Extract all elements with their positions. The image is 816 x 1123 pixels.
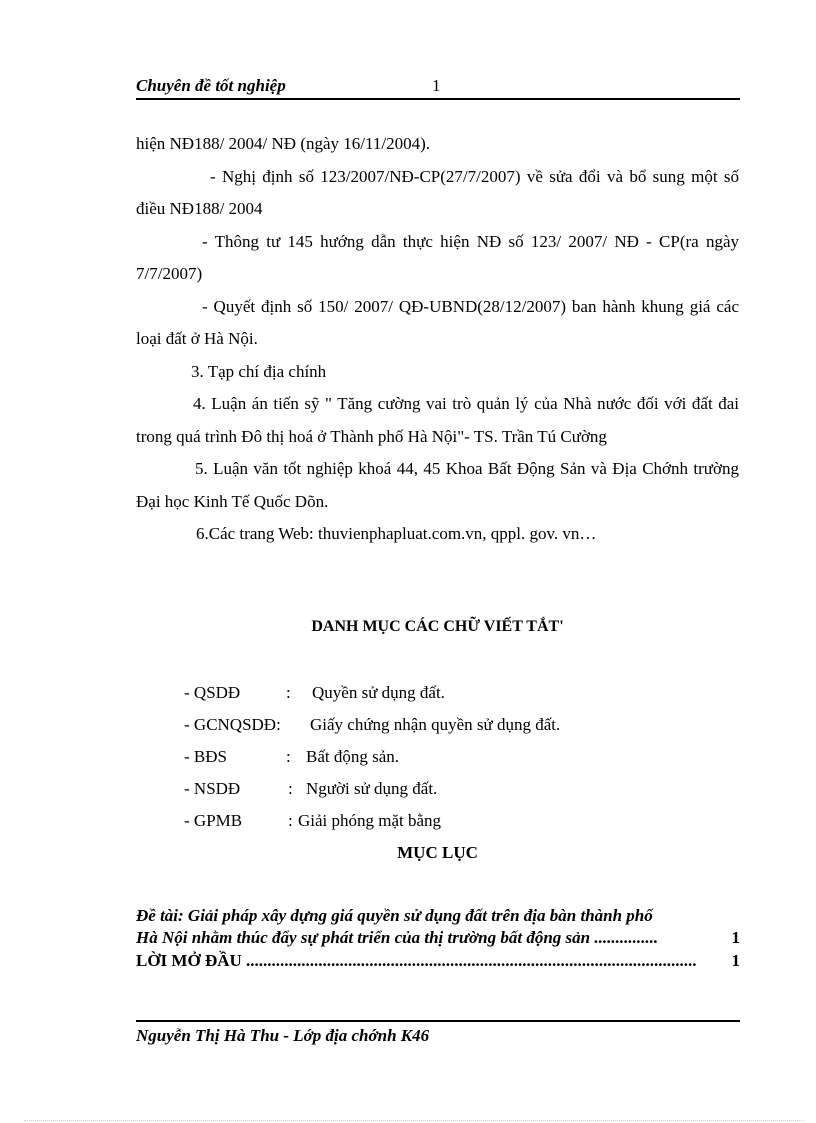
abbreviation-code: - BĐS <box>184 747 227 766</box>
reference-item: 5. Luận văn tốt nghiệp khoá 44, 45 Khoa Bất Động Sản và Địa Chớnh trường Đại học Kinh Tế Quốc Dõn. <box>136 459 739 511</box>
abbreviation-code: - QSDĐ <box>184 683 241 702</box>
references-section <box>136 128 739 551</box>
toc-intro-text: LỜI MỞ ĐẦU .......................................................................................................... <box>136 951 697 970</box>
toc-entry-topic[interactable] <box>136 905 740 949</box>
page-bottom-divider <box>24 1120 804 1121</box>
abbreviation-separator: : <box>288 779 293 798</box>
reference-item: - Thông tư 145 hướng dẫn thực hiện NĐ số 123/ 2007/ NĐ - CP(ra ngày 7/7/2007) <box>136 231 739 283</box>
abbreviation-separator: : <box>288 811 293 830</box>
toc-page-number: 1 <box>731 928 740 947</box>
reference-item: 4. Luận án tiến sỹ " Tăng cường vai trò quản lý của Nhà nước đối với đất đai trong quá trình Đô thị hoá ở Thành phố Hà Nội"- TS. Trần Tú Cường <box>136 394 739 446</box>
toc-topic-text: Hà Nội nhằm thúc đẩy sự phát triển của thị trường bất động sản ............... <box>136 928 659 947</box>
abbreviation-code: - GPMB <box>184 811 243 830</box>
footer-author: Nguyễn Thị Hà Thu - Lớp địa chớnh K46 <box>136 1026 430 1045</box>
reference-item: - Nghị định số 123/2007/NĐ-CP(27/7/2007) về sửa đổi và bổ sung một số điều NĐ188/ 2004 <box>136 166 739 218</box>
reference-item: 3. Tạp chí địa chính <box>191 361 327 381</box>
abbreviation-meaning: Người sử dụng đất. <box>306 779 438 798</box>
abbreviation-separator: : <box>286 683 291 702</box>
reference-item: hiện NĐ188/ 2004/ NĐ (ngày 16/11/2004). <box>136 134 431 153</box>
abbreviation-meaning: Bất động sản. <box>306 747 400 766</box>
abbreviation-separator: : <box>286 747 291 766</box>
abbreviation-row <box>184 778 744 800</box>
abbreviation-meaning: Giấy chứng nhận quyền sử dụng đất. <box>310 715 561 734</box>
page-header <box>136 76 740 100</box>
abbreviation-code: - NSDĐ <box>184 779 241 798</box>
reference-item: - Quyết định số 150/ 2007/ QĐ-UBND(28/12/2007) ban hành khung giá các loại đất ở Hà Nội. <box>136 296 739 348</box>
abbreviation-row <box>184 682 744 704</box>
abbreviation-meaning: Quyền sử dụng đất. <box>312 683 445 702</box>
reference-item: 6.Các trang Web: thuvienphapluat.com.vn, qppl. gov. vn… <box>196 524 597 543</box>
toc-entry-intro[interactable] <box>136 950 740 972</box>
abbreviation-row <box>184 746 744 768</box>
abbreviation-code: - GCNQSDĐ: <box>184 715 281 734</box>
abbreviations-title: DANH MỤC CÁC CHỮ VIẾT TẮT' <box>311 618 564 635</box>
toc-title: MỤC LỤC <box>397 843 478 862</box>
abbreviation-row <box>184 810 744 832</box>
abbreviation-row <box>184 714 744 736</box>
page-number: 1 <box>432 76 441 95</box>
toc-topic-line: Đề tài: Giải pháp xây dựng giá quyền sử dụng đất trên địa bàn thành phố <box>136 906 653 925</box>
footer-divider <box>136 1020 740 1022</box>
toc-page-number: 1 <box>731 951 740 970</box>
abbreviation-meaning: Giải phóng mặt bằng <box>298 811 442 830</box>
header-title: Chuyên đề tốt nghiệp <box>136 76 286 95</box>
toc-topic-line <box>136 927 740 949</box>
